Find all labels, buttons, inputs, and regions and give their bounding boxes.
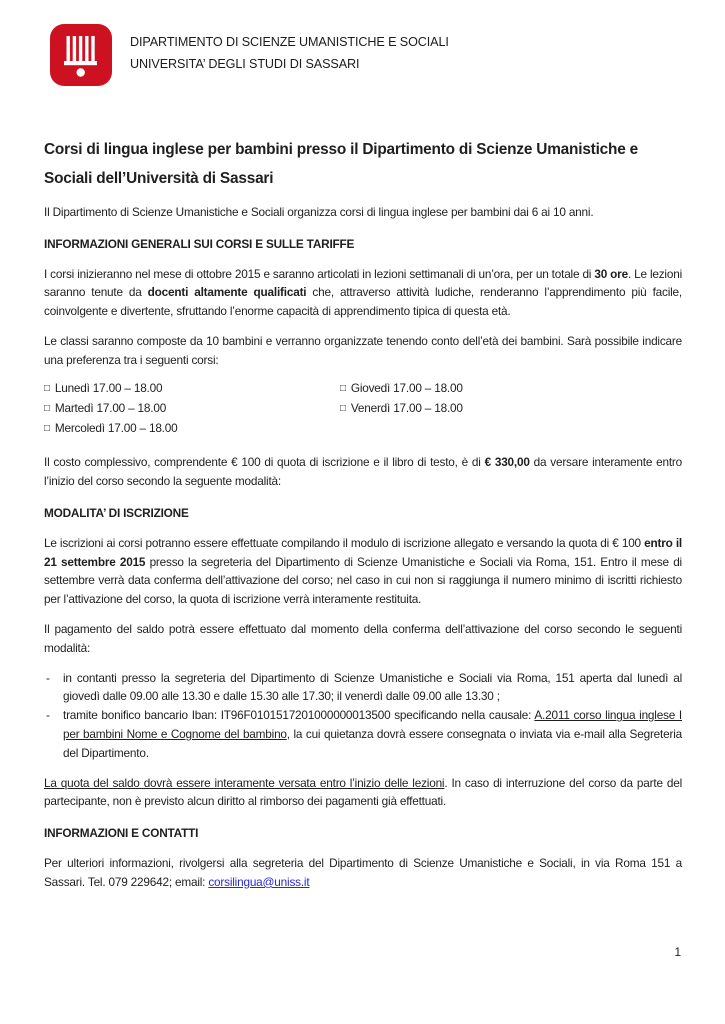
paragraph-intro: Il Dipartimento di Scienze Umanistiche e Sociali organizza corsi di lingua inglese per bambini dai 6 ai 10 anni. bbox=[44, 205, 594, 219]
checkbox-icon: □ bbox=[44, 382, 50, 394]
checkbox-icon: □ bbox=[340, 382, 346, 394]
course-option bbox=[44, 419, 340, 439]
dash-list-marker: - bbox=[46, 670, 50, 685]
course-option-label: Martedì 17.00 – 18.00 bbox=[54, 400, 167, 415]
text-run: che, attraverso attività ludiche, renderanno l’apprendimento più facile, coinvolgente e divertente, sfruttando l’enorme capacità di apprendimento tipica di questa età. bbox=[44, 285, 682, 319]
checkbox-icon: □ bbox=[44, 423, 50, 435]
text-run-underline: La quota del saldo dovrà essere interamente versata entro l’inizio delle lezioni bbox=[44, 775, 445, 790]
letterhead bbox=[44, 24, 682, 86]
course-option-label: Mercoledì 17.00 – 18.00 bbox=[54, 421, 178, 436]
course-option-label: Giovedì 17.00 – 18.00 bbox=[350, 380, 463, 395]
payment-method-cash bbox=[44, 669, 682, 707]
paragraph-enrollment bbox=[44, 534, 682, 609]
course-options-list bbox=[44, 379, 682, 440]
paragraph-balance bbox=[44, 774, 682, 812]
paragraph-cost bbox=[44, 453, 682, 491]
section-heading-contacts: INFORMAZIONI E CONTATTI bbox=[44, 826, 199, 841]
course-option bbox=[44, 379, 340, 399]
section-heading-general-info: INFORMAZIONI GENERALI SUI CORSI E SULLE TARIFFE bbox=[44, 236, 355, 251]
paragraph-classes: Le classi saranno composte da 10 bambini e verranno organizzate tenendo conto dell’età dei bambini. Sarà possibile indicare una preferenza tra i seguenti corsi: bbox=[44, 333, 682, 367]
text-run-bold: 30 ore bbox=[594, 266, 628, 281]
department-name: DIPARTIMENTO DI SCIENZE UMANISTICHE E SOCIALI bbox=[130, 35, 449, 49]
course-options-column-1 bbox=[44, 379, 340, 440]
section-heading-enrollment: MODALITA’ DI ISCRIZIONE bbox=[44, 506, 189, 521]
text-run: , la cui quietanza dovrà essere consegnata o inviata via e-mail alla Segreteria del Dipartimento. bbox=[63, 727, 682, 760]
letterhead-text bbox=[130, 24, 449, 75]
course-option bbox=[340, 399, 463, 419]
text-run-underline: A.2011 corso lingua inglese I per bambini Nome e Cognome del bambino bbox=[63, 708, 682, 742]
dash-list-marker: - bbox=[46, 708, 50, 723]
payment-methods-list bbox=[44, 669, 682, 763]
text-run: Per ulteriori informazioni, rivolgersi alla segreteria del Dipartimento di Scienze Umanistiche e Sociali, in via Roma 151 a Sassari. Tel. 079 229642; email: bbox=[44, 856, 682, 889]
paragraph-course-details bbox=[44, 265, 682, 321]
paragraph-payment: Il pagamento del saldo potrà essere effettuato dal momento della conferma dell’attivazione del corso secondo le seguenti modalità: bbox=[44, 622, 682, 655]
page-number: 1 bbox=[674, 945, 681, 959]
paragraph-contacts bbox=[44, 854, 682, 892]
text-run: . In caso di interruzione del corso da parte del partecipante, non è previsto alcun diritto al rimborso dei pagamenti già effettuati. bbox=[44, 775, 682, 809]
text-run: da versare interamente entro l’inizio del corso secondo la seguente modalità: bbox=[44, 455, 682, 489]
document-title: Corsi di lingua inglese per bambini presso il Dipartimento di Scienze Umanistiche e Sociali dell’Università di Sassari bbox=[44, 141, 639, 187]
text-run: tramite bonifico bancario Iban: IT96F0101517201000000013500 specificando nella causale: bbox=[63, 708, 535, 723]
course-options-column-2 bbox=[340, 379, 463, 440]
checkbox-icon: □ bbox=[44, 402, 50, 414]
checkbox-icon: □ bbox=[340, 402, 346, 414]
course-option-label: Venerdì 17.00 – 18.00 bbox=[350, 400, 463, 415]
payment-method-bank-transfer bbox=[44, 706, 682, 762]
email-link[interactable]: corsilingua@uniss.it bbox=[208, 874, 310, 889]
text-run: Il costo complessivo, comprendente € 100 di quota di iscrizione e il libro di testo, è di bbox=[44, 455, 485, 470]
course-option-label: Lunedì 17.00 – 18.00 bbox=[54, 380, 163, 395]
course-option bbox=[340, 379, 463, 399]
text-run-bold: € 330,00 bbox=[484, 455, 530, 470]
text-run: in contanti presso la segreteria del Dipartimento di Scienze Umanistiche e Sociali via Roma, 151 aperta dal lunedì al giovedì dalle 09.00 alle 13.30 e dalle 15.30 alle 17.30; il venerdì dalle 09.00 alle 13.30 ; bbox=[63, 670, 682, 704]
text-run-bold: docenti altamente qualificati bbox=[147, 285, 307, 300]
text-run: I corsi inizieranno nel mese di ottobre 2015 e saranno articolati in lezioni settimanali di un’ora, per un totale di bbox=[44, 266, 595, 281]
text-run: . Le lezioni saranno tenute da bbox=[44, 266, 682, 300]
course-option bbox=[44, 399, 340, 419]
university-logo-icon bbox=[50, 24, 112, 86]
university-name: UNIVERSITA’ DEGLI STUDI DI SASSARI bbox=[130, 57, 360, 71]
text-run: presso la segreteria del Dipartimento di Scienze Umanistiche e Sociali via Roma, 151. Entro il mese di settembre verrà data conferma dell’attivazione del corso; nel caso in cui non si raggiunga il numero minimo di iscritti richiesto per l’attivazione del corso, la quota di iscrizione verrà interamente restituita. bbox=[44, 554, 682, 607]
text-run-bold: entro il 21 settembre 2015 bbox=[44, 535, 682, 569]
text-run: Le iscrizioni ai corsi potranno essere effettuate compilando il modulo di iscrizione allegato e versando la quota di € 100 bbox=[44, 535, 645, 550]
